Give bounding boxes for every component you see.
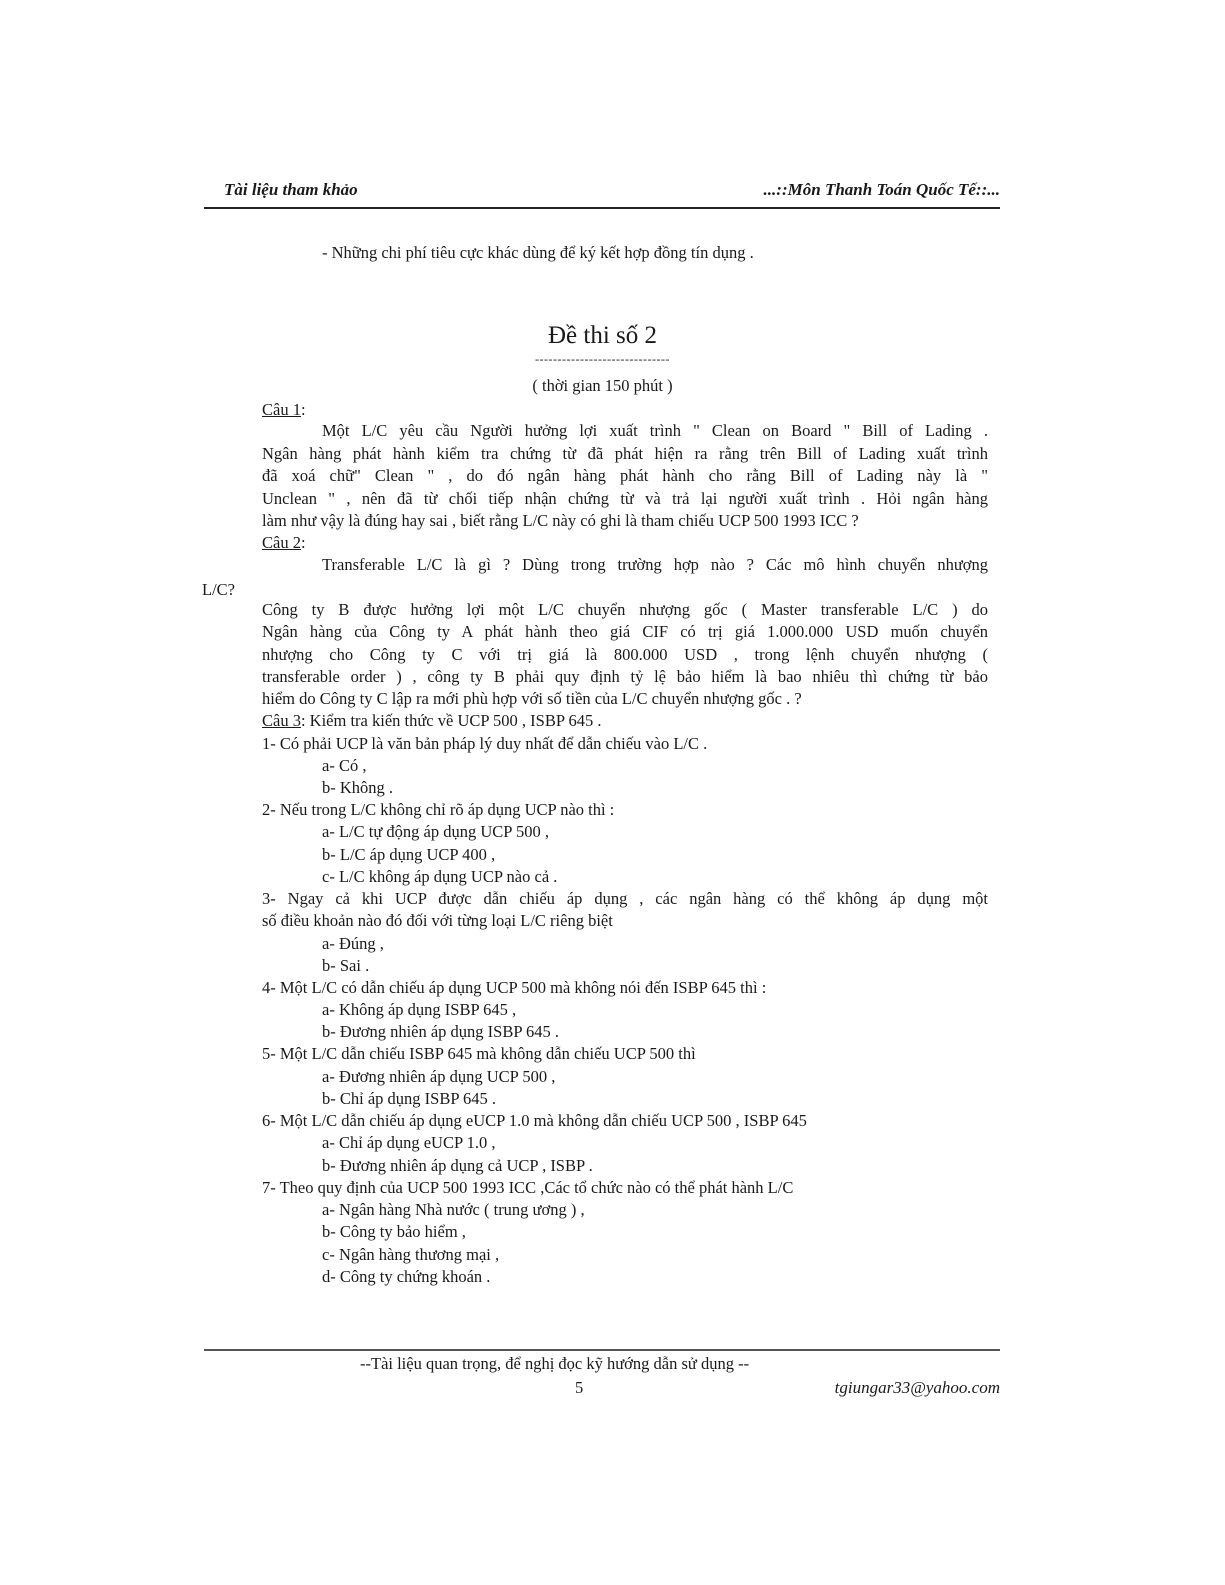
quiz-option: b- Sai . [322, 956, 370, 975]
quiz-option: b- Đương nhiên áp dụng ISBP 645 . [322, 1022, 560, 1041]
intro-line: - Những chi phí tiêu cực khác dùng để ký kết hợp đồng tín dụng . [322, 243, 754, 262]
quiz-option: a- L/C tự động áp dụng UCP 500 , [322, 822, 549, 841]
quiz-option: a- Chỉ áp dụng eUCP 1.0 , [322, 1133, 496, 1152]
exam-title: Đề thi số 2 [547, 322, 658, 349]
header-divider [204, 207, 1000, 209]
question-2-para-line: Công ty B được hưởng lợi một L/C chuyển nhượng gốc ( Master transferable L/C ) do [262, 600, 988, 619]
footer-email: tgiungar33@yahoo.com [834, 1378, 1000, 1397]
quiz-question: 7- Theo quy định của UCP 500 1993 ICC ,Các tổ chức nào có thể phát hành L/C [262, 1178, 794, 1197]
question-2-para-line: Ngân hàng của Công ty A phát hành theo giá CIF có trị giá 1.000.000 USD muốn chuyển [262, 622, 988, 641]
quiz-option: b- Đương nhiên áp dụng cả UCP , ISBP . [322, 1156, 593, 1175]
quiz-question: 4- Một L/C có dẫn chiếu áp dụng UCP 500 mà không nói đến ISBP 645 thì : [262, 978, 767, 997]
quiz-question: 1- Có phải UCP là văn bản pháp lý duy nhất để dẫn chiếu vào L/C . [262, 734, 708, 753]
exam-duration: ( thời gian 150 phút ) [532, 376, 673, 395]
quiz-option: b- Không . [322, 778, 394, 797]
quiz-option: a- Ngân hàng Nhà nước ( trung ương ) , [322, 1200, 585, 1219]
quiz-option: d- Công ty chứng khoán . [322, 1267, 491, 1286]
quiz-option: c- L/C không áp dụng UCP nào cả . [322, 867, 558, 886]
question-1-label: Câu 1: [262, 400, 306, 419]
page-header [204, 180, 1000, 202]
quiz-option: b- L/C áp dụng UCP 400 , [322, 845, 496, 864]
question-1-line: Unclean " , nên đã từ chối tiếp nhận chứng từ và trả lại người xuất trình . Hỏi ngân hàng [262, 489, 988, 508]
question-2-para-line: hiểm do Công ty C lập ra mới phù hợp với số tiền của L/C chuyển nhượng gốc . ? [262, 689, 802, 708]
question-1-line: làm như vậy là đúng hay sai , biết rằng L/C này có ghi là tham chiếu UCP 500 1993 ICC ? [262, 511, 859, 530]
question-1-line: Một L/C yêu cầu Người hưởng lợi xuất trình " Clean on Board " Bill of Lading . [322, 421, 988, 440]
quiz-question: 3- Ngay cả khi UCP được dẫn chiếu áp dụng , các ngân hàng có thể không áp dụng một [262, 889, 988, 908]
quiz-option: c- Ngân hàng thương mại , [322, 1245, 500, 1264]
footer-divider [204, 1349, 1000, 1351]
header-left: Tài liệu tham khảo [224, 180, 358, 199]
title-underline: ------------------------------ [535, 352, 670, 366]
quiz-option: a- Đúng , [322, 934, 384, 953]
header-right: ...::Môn Thanh Toán Quốc Tế::... [763, 180, 1000, 199]
question-1-line: đã xoá chữ" Clean " , do đó ngân hàng phát hành cho rằng Bill of Lading này là " [262, 466, 988, 485]
quiz-question-cont: số điều khoản nào đó đối với từng loại L/C riêng biệt [262, 911, 613, 930]
quiz-option: b- Công ty bảo hiểm , [322, 1222, 466, 1241]
quiz-question: 6- Một L/C dẫn chiếu áp dụng eUCP 1.0 mà không dẫn chiếu UCP 500 , ISBP 645 [262, 1111, 807, 1130]
question-2-para-line: nhượng cho Công ty C với trị giá là 800.000 USD , trong lệnh chuyển nhượng ( [262, 645, 988, 664]
question-1-line: Ngân hàng phát hành kiểm tra chứng từ đã phát hiện ra rằng trên Bill of Lading xuất trình [262, 444, 988, 463]
quiz-option: a- Đương nhiên áp dụng UCP 500 , [322, 1067, 556, 1086]
question-2-wrap: L/C? [202, 580, 235, 599]
quiz-option: b- Chỉ áp dụng ISBP 645 . [322, 1089, 497, 1108]
question-2-line: Transferable L/C là gì ? Dùng trong trường hợp nào ? Các mô hình chuyển nhượng [322, 555, 988, 574]
quiz-option: a- Có , [322, 756, 367, 775]
quiz-option: a- Không áp dụng ISBP 645 , [322, 1000, 517, 1019]
quiz-question: 5- Một L/C dẫn chiếu ISBP 645 mà không dẫn chiếu UCP 500 thì [262, 1044, 696, 1063]
question-2-label: Câu 2: [262, 533, 306, 552]
footer-note: --Tài liệu quan trọng, để nghị đọc kỹ hướng dẫn sử dụng -- [360, 1354, 750, 1373]
question-3-heading: Câu 3: Kiểm tra kiến thức về UCP 500 , ISBP 645 . [262, 711, 602, 730]
page-number: 5 [575, 1378, 584, 1397]
quiz-question: 2- Nếu trong L/C không chỉ rõ áp dụng UCP nào thì : [262, 800, 615, 819]
question-2-para-line: transferable order ) , công ty B phải quy định tỷ lệ bảo hiểm là bao nhiêu thì chứng từ bảo [262, 667, 988, 686]
